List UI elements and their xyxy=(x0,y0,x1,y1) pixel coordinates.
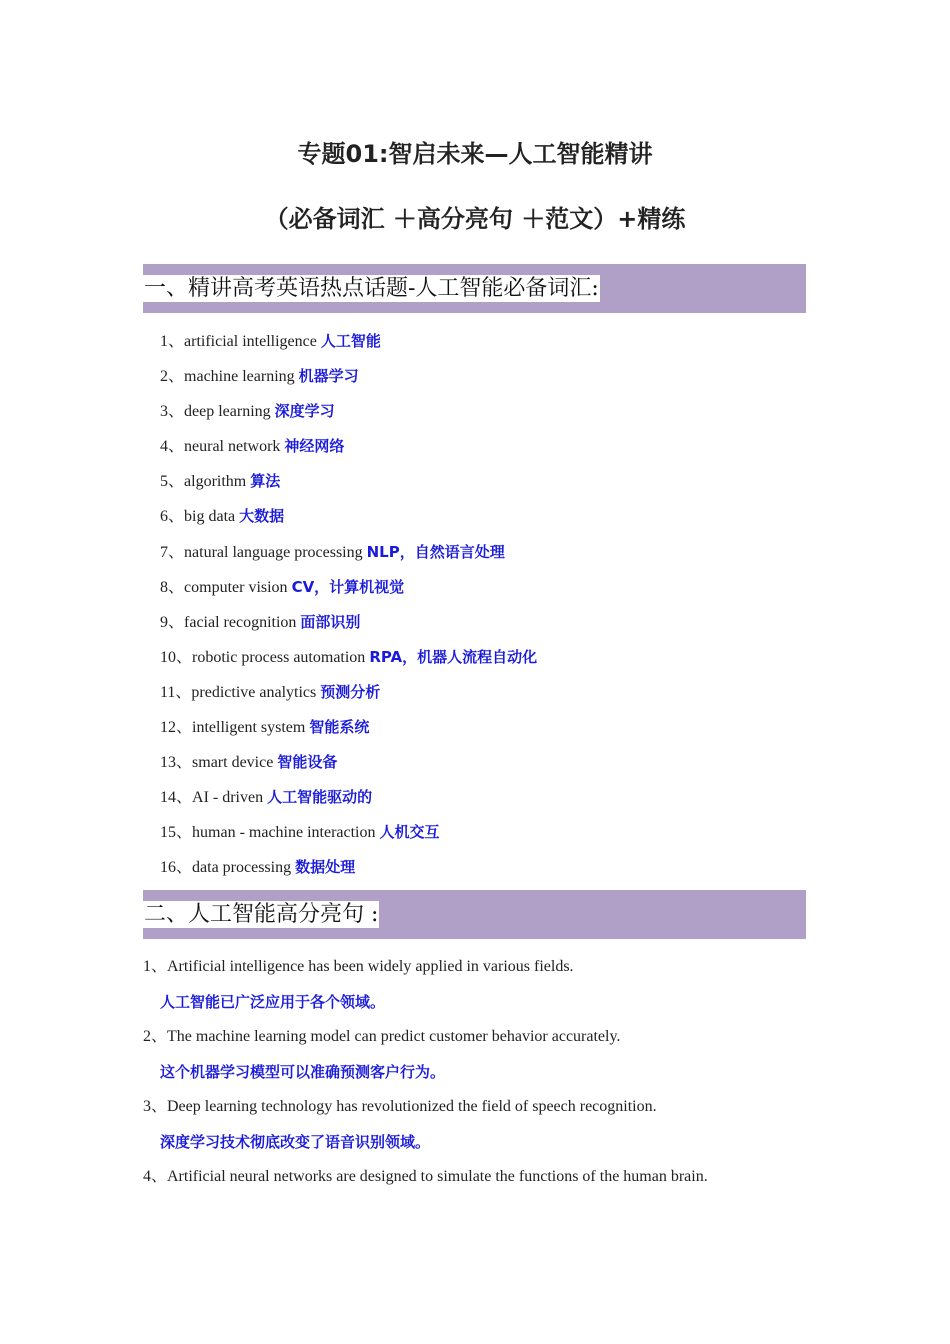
vocab-item: 11、predictive analytics 预测分析 xyxy=(160,682,381,701)
vocab-item: 7、natural language processing NLP，自然语言处理 xyxy=(160,542,505,561)
vocab-item: 10、robotic process automation RPA，机器人流程自动化 xyxy=(160,647,538,666)
sentence-cn: 深度学习技术彻底改变了语音识别领域。 xyxy=(160,1133,431,1151)
vocab-item: 14、AI - driven 人工智能驱动的 xyxy=(160,788,373,807)
vocab-item: 13、smart device 智能设备 xyxy=(160,753,338,772)
section1-heading: 一、精讲高考英语热点话题-人工智能必备词汇: xyxy=(144,276,599,301)
sentence-en: 1、Artificial intelligence has been widely applied in various fields. xyxy=(143,958,574,975)
section2-header xyxy=(143,890,806,939)
vocab-item: 9、facial recognition 面部识别 xyxy=(160,612,361,631)
section1-header xyxy=(143,264,806,313)
sentence-cn: 人工智能已广泛应用于各个领域。 xyxy=(160,993,386,1011)
vocab-item: 16、data processing 数据处理 xyxy=(160,858,356,877)
vocab-item: 4、neural network 神经网络 xyxy=(160,437,345,456)
vocab-item: 12、intelligent system 智能系统 xyxy=(160,718,370,737)
document-title: 专题01:智启未来—人工智能精讲 xyxy=(297,140,653,168)
sentence-cn: 这个机器学习模型可以准确预测客户行为。 xyxy=(160,1063,446,1081)
sentence-en: 4、Artificial neural networks are designed to simulate the functions of the human brain. xyxy=(143,1168,708,1185)
vocab-item: 8、computer vision CV，计算机视觉 xyxy=(160,577,405,596)
sentence-en: 3、Deep learning technology has revolutionized the field of speech recognition. xyxy=(143,1098,657,1115)
section2-heading: 二、人工智能高分亮句 : xyxy=(144,902,379,927)
vocab-item: 3、deep learning 深度学习 xyxy=(160,402,335,421)
vocab-item: 6、big data 大数据 xyxy=(160,507,285,526)
vocab-item: 5、algorithm 算法 xyxy=(160,472,281,491)
sentence-en: 2、The machine learning model can predict customer behavior accurately. xyxy=(143,1028,621,1045)
vocab-item: 2、machine learning 机器学习 xyxy=(160,367,359,386)
vocab-item: 1、artificial intelligence 人工智能 xyxy=(160,332,381,350)
document-subtitle: （必备词汇 ＋高分亮句 ＋范文）+精练 xyxy=(264,205,686,233)
sentence-list xyxy=(143,956,803,1201)
vocab-item: 15、human - machine interaction 人机交互 xyxy=(160,823,440,842)
vocabulary-list xyxy=(160,330,537,892)
